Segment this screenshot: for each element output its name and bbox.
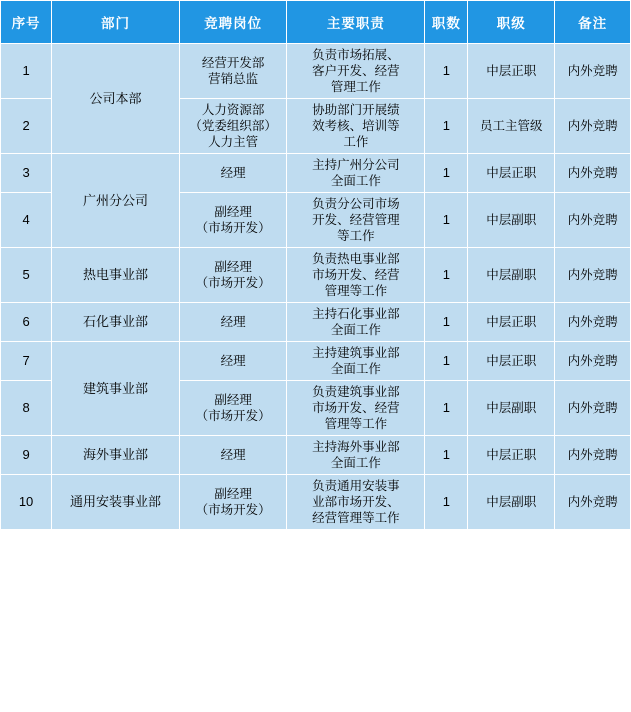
column-header-rank: 职级 <box>468 1 555 44</box>
table-row <box>1 342 631 381</box>
cell-dept: 海外事业部 <box>52 436 180 475</box>
column-header-index: 序号 <box>1 1 52 44</box>
cell-duty <box>287 248 425 303</box>
cell-count: 1 <box>425 475 468 530</box>
cell-post-line: （市场开发） <box>195 276 271 290</box>
cell-post-line: 副经理 <box>214 487 252 501</box>
cell-dept: 石化事业部 <box>52 303 180 342</box>
column-header-remark: 备注 <box>555 1 631 44</box>
cell-duty <box>287 154 425 193</box>
cell-post <box>179 193 286 248</box>
cell-duty-line: 主持石化事业部 <box>312 307 400 321</box>
cell-dept: 建筑事业部 <box>52 342 180 436</box>
cell-duty <box>287 381 425 436</box>
cell-duty-line: 协助部门开展绩 <box>312 103 400 117</box>
cell-duty-line: 全面工作 <box>330 456 381 470</box>
cell-post-line: 副经理 <box>214 260 252 274</box>
cell-duty-line: 市场开发、经营 <box>312 401 400 415</box>
cell-duty-line: 负责市场拓展、 <box>312 48 400 62</box>
cell-post-line: 经理 <box>220 448 246 462</box>
cell-no: 3 <box>1 154 52 193</box>
cell-remark: 内外竞聘 <box>555 44 631 99</box>
cell-duty-line: 效考核、培训等 <box>312 119 400 133</box>
cell-duty <box>287 436 425 475</box>
cell-post-line: （市场开发） <box>195 221 271 235</box>
cell-post <box>179 99 286 154</box>
cell-count: 1 <box>425 44 468 99</box>
table-row <box>1 248 631 303</box>
cell-level: 中层正职 <box>468 303 555 342</box>
cell-level: 中层正职 <box>468 436 555 475</box>
cell-post-line: 经理 <box>220 166 246 180</box>
cell-post-line: 人力主管 <box>208 135 259 149</box>
cell-duty-line: 全面工作 <box>330 362 381 376</box>
column-header-responsibilities: 主要职责 <box>287 1 425 44</box>
column-header-position: 竞聘岗位 <box>179 1 286 44</box>
cell-remark: 内外竞聘 <box>555 193 631 248</box>
cell-duty-line: 管理等工作 <box>324 284 388 298</box>
cell-level: 中层正职 <box>468 44 555 99</box>
cell-post <box>179 342 286 381</box>
cell-count: 1 <box>425 303 468 342</box>
column-header-department: 部门 <box>52 1 180 44</box>
cell-no: 7 <box>1 342 52 381</box>
cell-no: 6 <box>1 303 52 342</box>
cell-level: 中层副职 <box>468 193 555 248</box>
cell-level: 中层副职 <box>468 475 555 530</box>
cell-duty-line: 客户开发、经营 <box>312 64 400 78</box>
cell-no: 2 <box>1 99 52 154</box>
cell-duty-line: 负责分公司市场 <box>312 197 400 211</box>
cell-post-line: 经营开发部 <box>201 56 265 70</box>
cell-no: 5 <box>1 248 52 303</box>
cell-no: 1 <box>1 44 52 99</box>
cell-duty-line: 市场开发、经营 <box>312 268 400 282</box>
cell-duty-line: 全面工作 <box>330 174 381 188</box>
cell-post-line: （党委组织部） <box>189 119 277 133</box>
cell-level: 中层正职 <box>468 342 555 381</box>
cell-no: 9 <box>1 436 52 475</box>
table-row <box>1 154 631 193</box>
cell-duty <box>287 99 425 154</box>
cell-remark: 内外竞聘 <box>555 342 631 381</box>
cell-post <box>179 381 286 436</box>
cell-duty-line: 负责建筑事业部 <box>312 385 400 399</box>
cell-count: 1 <box>425 154 468 193</box>
cell-duty-line: 负责通用安装事 <box>312 479 400 493</box>
cell-no: 4 <box>1 193 52 248</box>
cell-post-line: 营销总监 <box>208 72 259 86</box>
cell-duty-line: 主持海外事业部 <box>312 440 400 454</box>
table-header-row <box>1 1 631 44</box>
cell-remark: 内外竞聘 <box>555 436 631 475</box>
cell-level: 中层正职 <box>468 154 555 193</box>
cell-dept: 通用安装事业部 <box>52 475 180 530</box>
cell-duty-line: 全面工作 <box>330 323 381 337</box>
cell-duty-line: 负责热电事业部 <box>312 252 400 266</box>
cell-post-line: 经理 <box>220 354 246 368</box>
cell-dept: 广州分公司 <box>52 154 180 248</box>
cell-level: 员工主管级 <box>468 99 555 154</box>
cell-duty-line: 等工作 <box>337 229 375 243</box>
cell-post <box>179 303 286 342</box>
cell-level: 中层副职 <box>468 248 555 303</box>
cell-post <box>179 44 286 99</box>
cell-no: 10 <box>1 475 52 530</box>
cell-post <box>179 475 286 530</box>
cell-duty <box>287 193 425 248</box>
cell-count: 1 <box>425 193 468 248</box>
cell-duty-line: 经营管理等工作 <box>312 511 400 525</box>
cell-remark: 内外竞聘 <box>555 303 631 342</box>
cell-count: 1 <box>425 248 468 303</box>
cell-duty <box>287 303 425 342</box>
cell-duty <box>287 475 425 530</box>
cell-duty-line: 管理等工作 <box>324 417 388 431</box>
cell-post <box>179 436 286 475</box>
cell-duty-line: 业部市场开发、 <box>312 495 400 509</box>
cell-duty <box>287 342 425 381</box>
cell-post <box>179 248 286 303</box>
cell-duty-line: 开发、经营管理 <box>312 213 400 227</box>
cell-remark: 内外竞聘 <box>555 99 631 154</box>
cell-post-line: 经理 <box>220 315 246 329</box>
cell-remark: 内外竞聘 <box>555 475 631 530</box>
cell-duty-line: 主持建筑事业部 <box>312 346 400 360</box>
table-row <box>1 436 631 475</box>
cell-post <box>179 154 286 193</box>
cell-dept: 公司本部 <box>52 44 180 154</box>
table-row <box>1 475 631 530</box>
cell-duty-line: 主持广州分公司 <box>312 158 400 172</box>
cell-remark: 内外竞聘 <box>555 248 631 303</box>
cell-level: 中层副职 <box>468 381 555 436</box>
table-row <box>1 44 631 99</box>
column-header-count: 职数 <box>425 1 468 44</box>
cell-count: 1 <box>425 99 468 154</box>
cell-duty-line: 工作 <box>343 135 369 149</box>
cell-post-line: 副经理 <box>214 393 252 407</box>
cell-duty <box>287 44 425 99</box>
cell-post-line: （市场开发） <box>195 409 271 423</box>
table-body <box>1 44 631 530</box>
cell-remark: 内外竞聘 <box>555 381 631 436</box>
cell-post-line: （市场开发） <box>195 503 271 517</box>
cell-remark: 内外竞聘 <box>555 154 631 193</box>
cell-no: 8 <box>1 381 52 436</box>
cell-dept: 热电事业部 <box>52 248 180 303</box>
cell-post-line: 副经理 <box>214 205 252 219</box>
cell-post-line: 人力资源部 <box>201 103 265 117</box>
cell-duty-line: 管理工作 <box>330 80 381 94</box>
cell-count: 1 <box>425 342 468 381</box>
table-row <box>1 303 631 342</box>
cell-count: 1 <box>425 436 468 475</box>
cell-count: 1 <box>425 381 468 436</box>
